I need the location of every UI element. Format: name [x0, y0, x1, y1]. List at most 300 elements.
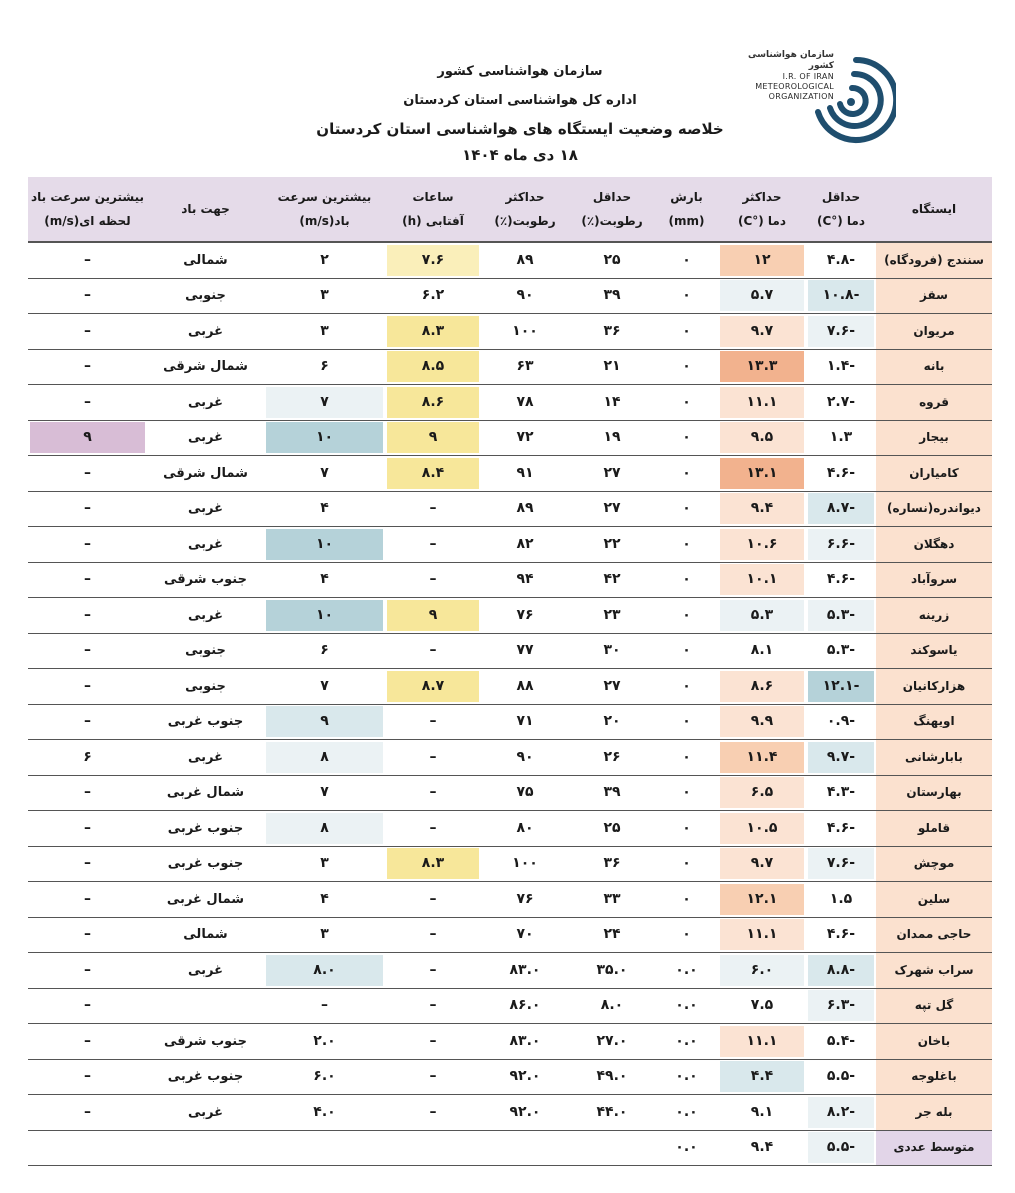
max-temp-value: ۹.۷ [720, 848, 804, 879]
max-gust-cell [28, 349, 147, 385]
min-humidity-cell [569, 349, 655, 385]
station-name-value: سنندج (فرودگاه) [884, 252, 984, 267]
min-temp-value: -۴.۸ [826, 251, 856, 268]
max-humidity-cell [481, 314, 569, 350]
max-gust-value: – [84, 358, 91, 375]
station-name-value: سلین [917, 891, 951, 906]
precipitation-value: ۰ [682, 251, 691, 268]
precipitation-value: ۰ [682, 500, 691, 517]
station-name-cell [876, 420, 992, 456]
precipitation-cell [655, 704, 718, 740]
station-name-cell [876, 669, 992, 705]
max-humidity-cell [481, 562, 569, 598]
wind-direction-cell [147, 988, 264, 1024]
precipitation-cell [655, 740, 718, 776]
precipitation-cell [655, 1024, 718, 1060]
sunshine-hours-cell [385, 846, 481, 882]
max-wind-speed-cell [264, 456, 385, 492]
station-name-cell [876, 242, 992, 278]
max-humidity-cell [481, 527, 569, 563]
min-humidity-value: ۳۰ [603, 642, 621, 659]
max-temp-cell [718, 1024, 806, 1060]
table-row [28, 314, 992, 350]
max-temp-cell [718, 953, 806, 989]
precipitation-value: ۰ [682, 429, 691, 446]
max-temp-value: ۱۲ [720, 245, 804, 276]
station-name-cell [876, 882, 992, 918]
station-name-value: متوسط عددی [893, 1140, 975, 1155]
max-gust-value: – [84, 535, 91, 552]
sunshine-hours-value: – [429, 926, 437, 943]
max-humidity-value: ۱۰۰ [512, 855, 538, 872]
max-humidity-value: ۸۳.۰ [509, 1032, 541, 1049]
sunshine-hours-value: – [429, 997, 437, 1014]
sunshine-hours-cell [385, 882, 481, 918]
station-name-cell [876, 846, 992, 882]
max-wind-speed-value: ۶.۰ [313, 1068, 336, 1085]
min-humidity-value: ۲۲ [603, 535, 621, 552]
max-wind-speed-cell [264, 882, 385, 918]
sunshine-hours-value: – [429, 961, 437, 978]
precipitation-value: ۰.۰ [675, 997, 698, 1014]
min-temp-cell [806, 988, 876, 1024]
sunshine-hours-cell [385, 598, 481, 634]
max-gust-cell [28, 1024, 147, 1060]
max-wind-speed-value: ۸ [266, 813, 383, 844]
precipitation-cell [655, 811, 718, 847]
station-name-value: باخان [917, 1033, 951, 1048]
max-humidity-value [483, 1132, 567, 1163]
min-humidity-value: ۳۶ [603, 855, 621, 872]
wind-direction-value: غربی [187, 323, 223, 339]
min-temp-value: -۲.۷ [826, 393, 856, 410]
max-temp-cell [718, 278, 806, 314]
wind-direction-value: غربی [187, 749, 223, 765]
max-gust-cell [28, 953, 147, 989]
wind-direction-value [149, 990, 262, 1021]
precipitation-cell [655, 775, 718, 811]
min-temp-value: -۹.۷ [808, 742, 874, 773]
table-row [28, 527, 992, 563]
max-humidity-cell [481, 846, 569, 882]
org-name: سازمان هواشناسی کشور [437, 64, 603, 79]
header-min-humidity: حداقل رطوبت(٪) [569, 177, 655, 242]
sunshine-hours-cell [385, 349, 481, 385]
wind-direction-value: غربی [187, 536, 223, 552]
sunshine-hours-value: – [429, 642, 437, 659]
max-wind-speed-value: ۲ [320, 251, 329, 268]
max-gust-cell [28, 598, 147, 634]
min-temp-cell [806, 882, 876, 918]
max-wind-speed-cell [264, 598, 385, 634]
max-humidity-value: ۶۳ [516, 358, 534, 375]
min-humidity-value: ۲۷ [603, 464, 621, 481]
min-temp-cell [806, 953, 876, 989]
max-wind-speed-cell [264, 846, 385, 882]
min-humidity-cell [569, 278, 655, 314]
max-gust-value: – [84, 1032, 91, 1049]
max-humidity-value: ۷۶ [516, 606, 534, 623]
station-name-value: دیواندره(نساره) [887, 501, 981, 516]
wind-direction-cell [147, 811, 264, 847]
max-gust-value: – [84, 464, 91, 481]
sunshine-hours-cell [385, 491, 481, 527]
max-temp-value: ۴.۴ [720, 1061, 804, 1092]
precipitation-value: ۰ [682, 784, 691, 801]
wind-direction-cell [147, 740, 264, 776]
sunshine-hours-cell [385, 562, 481, 598]
wind-direction-value: غربی [187, 430, 223, 446]
max-wind-speed-cell [264, 775, 385, 811]
min-temp-value: -۷.۶ [808, 848, 874, 879]
station-name-cell [876, 1024, 992, 1060]
header-min-temp: حداقل دما (°C) [806, 177, 876, 242]
min-humidity-value: ۱۹ [603, 429, 621, 446]
precipitation-cell [655, 527, 718, 563]
sunshine-hours-cell [385, 420, 481, 456]
station-name-cell [876, 811, 992, 847]
max-humidity-cell [481, 988, 569, 1024]
sunshine-hours-value: – [429, 1068, 437, 1085]
station-name-value: قاملو [917, 820, 951, 835]
min-humidity-value [571, 1132, 653, 1163]
wind-direction-cell [147, 704, 264, 740]
precipitation-value: ۰ [682, 819, 691, 836]
max-temp-cell [718, 420, 806, 456]
max-humidity-cell [481, 775, 569, 811]
wind-direction-cell [147, 314, 264, 350]
department-name: اداره کل هواشناسی استان کردستان [403, 93, 637, 108]
max-wind-speed-cell [264, 242, 385, 278]
precipitation-value: ۰ [682, 748, 691, 765]
max-humidity-value: ۹۰ [516, 748, 534, 765]
max-wind-speed-cell [264, 1059, 385, 1095]
table-row [28, 917, 992, 953]
min-temp-cell [806, 633, 876, 669]
header-max-temp: حداکثر دما (°C) [718, 177, 806, 242]
min-temp-value: -۵.۴ [826, 1032, 856, 1049]
max-humidity-cell [481, 953, 569, 989]
wind-direction-value: جنوب غربی [167, 714, 244, 730]
precipitation-cell [655, 917, 718, 953]
wind-direction-value: جنوب شرقی [164, 572, 247, 588]
max-humidity-cell [481, 1024, 569, 1060]
max-temp-value: ۹.۴ [720, 493, 804, 524]
wind-direction-value: جنوب غربی [167, 1069, 244, 1085]
table-row [28, 704, 992, 740]
min-temp-value: ۱.۵ [829, 890, 853, 907]
table-row [28, 491, 992, 527]
max-wind-speed-value: ۲.۰ [313, 1032, 336, 1049]
precipitation-cell [655, 846, 718, 882]
wind-direction-cell [147, 846, 264, 882]
max-temp-cell [718, 1095, 806, 1131]
wind-direction-value: غربی [187, 962, 223, 978]
sunshine-hours-value: – [429, 784, 437, 801]
max-gust-value: – [84, 393, 91, 410]
station-name-cell [876, 456, 992, 492]
max-humidity-cell [481, 278, 569, 314]
min-humidity-value: ۲۰ [603, 713, 621, 730]
max-humidity-value: ۹۴ [516, 571, 534, 588]
sunshine-hours-value: ۸.۳ [387, 848, 479, 879]
min-temp-cell [806, 562, 876, 598]
max-temp-cell [718, 882, 806, 918]
sunshine-hours-value: – [429, 819, 437, 836]
precipitation-value: ۰ [682, 358, 691, 375]
max-wind-speed-cell [264, 988, 385, 1024]
min-humidity-value: ۳۶ [603, 322, 621, 339]
precipitation-cell [655, 1059, 718, 1095]
min-humidity-cell [569, 704, 655, 740]
min-humidity-cell [569, 385, 655, 421]
station-name-cell [876, 349, 992, 385]
max-wind-speed-cell [264, 669, 385, 705]
table-row [28, 598, 992, 634]
min-humidity-cell [569, 1095, 655, 1131]
max-gust-cell [28, 1130, 147, 1166]
sunshine-hours-cell [385, 704, 481, 740]
min-humidity-cell [569, 917, 655, 953]
station-name-cell [876, 988, 992, 1024]
max-gust-value: – [84, 251, 91, 268]
max-temp-value: ۵.۷ [720, 280, 804, 311]
max-wind-speed-value: ۳ [320, 287, 329, 304]
min-humidity-cell [569, 527, 655, 563]
max-wind-speed-cell [264, 420, 385, 456]
wind-direction-cell [147, 633, 264, 669]
header-precipitation: بارش (mm) [655, 177, 718, 242]
precipitation-value: ۰ [682, 535, 691, 552]
max-wind-speed-cell [264, 1024, 385, 1060]
min-humidity-cell [569, 314, 655, 350]
wind-direction-value: جنوبی [185, 643, 226, 659]
sunshine-hours-cell [385, 669, 481, 705]
wind-direction-cell [147, 1130, 264, 1166]
wind-direction-cell [147, 349, 264, 385]
min-temp-cell [806, 420, 876, 456]
station-name-value: سقز [920, 288, 948, 303]
max-humidity-cell [481, 385, 569, 421]
table-row [28, 775, 992, 811]
wind-direction-cell [147, 669, 264, 705]
wind-direction-cell [147, 527, 264, 563]
max-gust-cell [28, 846, 147, 882]
station-name-value: یاسوکند [910, 643, 958, 658]
min-temp-value: -۱.۴ [826, 358, 856, 375]
sunshine-hours-value: – [429, 890, 437, 907]
min-temp-value: -۱۲.۱ [808, 671, 874, 702]
max-gust-value: – [84, 819, 91, 836]
min-temp-value: -۵.۳ [808, 600, 874, 631]
max-gust-cell [28, 527, 147, 563]
max-temp-cell [718, 385, 806, 421]
wind-direction-cell [147, 917, 264, 953]
wind-direction-cell [147, 491, 264, 527]
max-humidity-value: ۸۹ [516, 251, 534, 268]
precipitation-value: ۰ [682, 890, 691, 907]
max-temp-value: ۱۳.۱ [720, 458, 804, 489]
min-temp-cell [806, 314, 876, 350]
max-humidity-value: ۷۱ [516, 713, 534, 730]
max-gust-value: ۹ [30, 422, 145, 453]
max-temp-value: ۶.۰ [720, 955, 804, 986]
max-wind-speed-value: ۴.۰ [313, 1103, 336, 1120]
station-name-cell [876, 775, 992, 811]
max-humidity-cell [481, 633, 569, 669]
max-humidity-cell [481, 917, 569, 953]
max-gust-cell [28, 420, 147, 456]
max-humidity-value: ۸۸ [516, 677, 534, 694]
max-temp-value: ۱۰.۶ [720, 529, 804, 560]
max-humidity-cell [481, 1130, 569, 1166]
wind-direction-value: شمالی [183, 252, 228, 268]
station-summary-table [28, 177, 992, 1166]
max-gust-value: – [84, 677, 91, 694]
station-name-value: حاجی ممدان [896, 927, 972, 942]
max-wind-speed-value: ۱۰ [266, 529, 383, 560]
min-temp-cell [806, 456, 876, 492]
min-temp-value: -۴.۳ [826, 784, 856, 801]
station-name-value: دهگلان [913, 536, 955, 551]
min-humidity-value: ۲۷ [603, 677, 621, 694]
max-temp-cell [718, 1130, 806, 1166]
max-temp-cell [718, 740, 806, 776]
table-row [28, 846, 992, 882]
max-humidity-cell [481, 420, 569, 456]
min-temp-value: -۴.۶ [826, 464, 856, 481]
station-name-value: سراب شهرک [894, 962, 974, 977]
max-humidity-cell [481, 669, 569, 705]
station-name-cell [876, 633, 992, 669]
table-row [28, 740, 992, 776]
min-humidity-cell [569, 811, 655, 847]
wind-direction-cell [147, 456, 264, 492]
table-row [28, 420, 992, 456]
sunshine-hours-value: – [429, 1103, 437, 1120]
min-humidity-cell [569, 633, 655, 669]
max-wind-speed-cell [264, 740, 385, 776]
station-name-value: بیجار [919, 430, 949, 445]
wind-direction-value: جنوب شرقی [164, 1033, 247, 1049]
min-temp-cell [806, 1095, 876, 1131]
station-name-cell [876, 491, 992, 527]
wind-direction-value: غربی [187, 501, 223, 517]
table-row [28, 456, 992, 492]
wind-direction-value: جنوب غربی [167, 820, 244, 836]
precipitation-value: ۰ [682, 322, 691, 339]
max-humidity-value: ۷۸ [516, 393, 534, 410]
max-humidity-value: ۸۲ [516, 535, 534, 552]
max-gust-value: – [84, 784, 91, 801]
wind-direction-cell [147, 278, 264, 314]
min-temp-value: -۸.۲ [808, 1097, 874, 1128]
station-name-cell [876, 314, 992, 350]
station-name-cell [876, 527, 992, 563]
min-humidity-value: ۲۳ [603, 606, 621, 623]
station-name-cell [876, 385, 992, 421]
min-temp-cell [806, 704, 876, 740]
min-humidity-cell [569, 420, 655, 456]
precipitation-value: ۰ [682, 571, 691, 588]
report-header [300, 58, 740, 168]
min-humidity-value: ۳۹ [603, 287, 621, 304]
wind-direction-value: شمال شرقی [163, 465, 248, 481]
min-temp-cell [806, 1130, 876, 1166]
sunshine-hours-value: ۸.۷ [387, 671, 479, 702]
max-humidity-cell [481, 456, 569, 492]
max-temp-cell [718, 527, 806, 563]
min-humidity-cell [569, 1130, 655, 1166]
precipitation-cell [655, 278, 718, 314]
min-temp-cell [806, 349, 876, 385]
sunshine-hours-cell [385, 775, 481, 811]
min-humidity-cell [569, 740, 655, 776]
max-wind-speed-cell [264, 349, 385, 385]
header-max-humidity: حداکثر رطوبت(٪) [481, 177, 569, 242]
max-gust-value: – [84, 606, 91, 623]
max-gust-cell [28, 385, 147, 421]
min-temp-value: -۰.۹ [826, 713, 856, 730]
min-temp-value: -۴.۶ [826, 571, 856, 588]
max-temp-cell [718, 242, 806, 278]
max-temp-value: ۷.۵ [750, 997, 774, 1014]
max-wind-speed-value [266, 1132, 383, 1163]
precipitation-cell [655, 420, 718, 456]
precipitation-value: ۰ [682, 713, 691, 730]
max-temp-cell [718, 562, 806, 598]
precipitation-value: ۰.۰ [675, 1103, 698, 1120]
station-name-value: باغلوجه [911, 1069, 957, 1084]
max-wind-speed-cell [264, 633, 385, 669]
station-name-value: مریوان [913, 323, 955, 338]
min-temp-value: -۵.۵ [808, 1132, 874, 1163]
max-gust-value: – [84, 890, 91, 907]
max-wind-speed-cell [264, 562, 385, 598]
station-name-cell [876, 278, 992, 314]
max-humidity-value: ۷۷ [516, 642, 534, 659]
min-humidity-cell [569, 456, 655, 492]
station-name-value: اویهنگ [913, 714, 955, 729]
max-humidity-cell [481, 598, 569, 634]
sunshine-hours-cell [385, 917, 481, 953]
min-humidity-cell [569, 988, 655, 1024]
max-gust-value: – [84, 997, 91, 1014]
table-body [28, 242, 992, 1166]
precipitation-value: ۰ [682, 855, 691, 872]
wind-direction-value: غربی [187, 1104, 223, 1120]
precipitation-cell [655, 988, 718, 1024]
table-row [28, 1059, 992, 1095]
max-wind-speed-cell [264, 953, 385, 989]
table-row [28, 633, 992, 669]
max-humidity-value: ۸۹ [516, 500, 534, 517]
precipitation-cell [655, 242, 718, 278]
max-gust-cell [28, 314, 147, 350]
max-temp-cell [718, 349, 806, 385]
min-humidity-value: ۳۵.۰ [596, 961, 628, 978]
sunshine-hours-value: ۸.۴ [387, 458, 479, 489]
max-gust-cell [28, 740, 147, 776]
sunshine-hours-cell [385, 1024, 481, 1060]
max-temp-value: ۱۳.۳ [720, 351, 804, 382]
wind-direction-cell [147, 562, 264, 598]
sunshine-hours-value: – [429, 571, 437, 588]
table-row [28, 988, 992, 1024]
station-name-value: بهارستان [906, 785, 962, 800]
wind-direction-cell [147, 420, 264, 456]
sunshine-hours-cell [385, 278, 481, 314]
